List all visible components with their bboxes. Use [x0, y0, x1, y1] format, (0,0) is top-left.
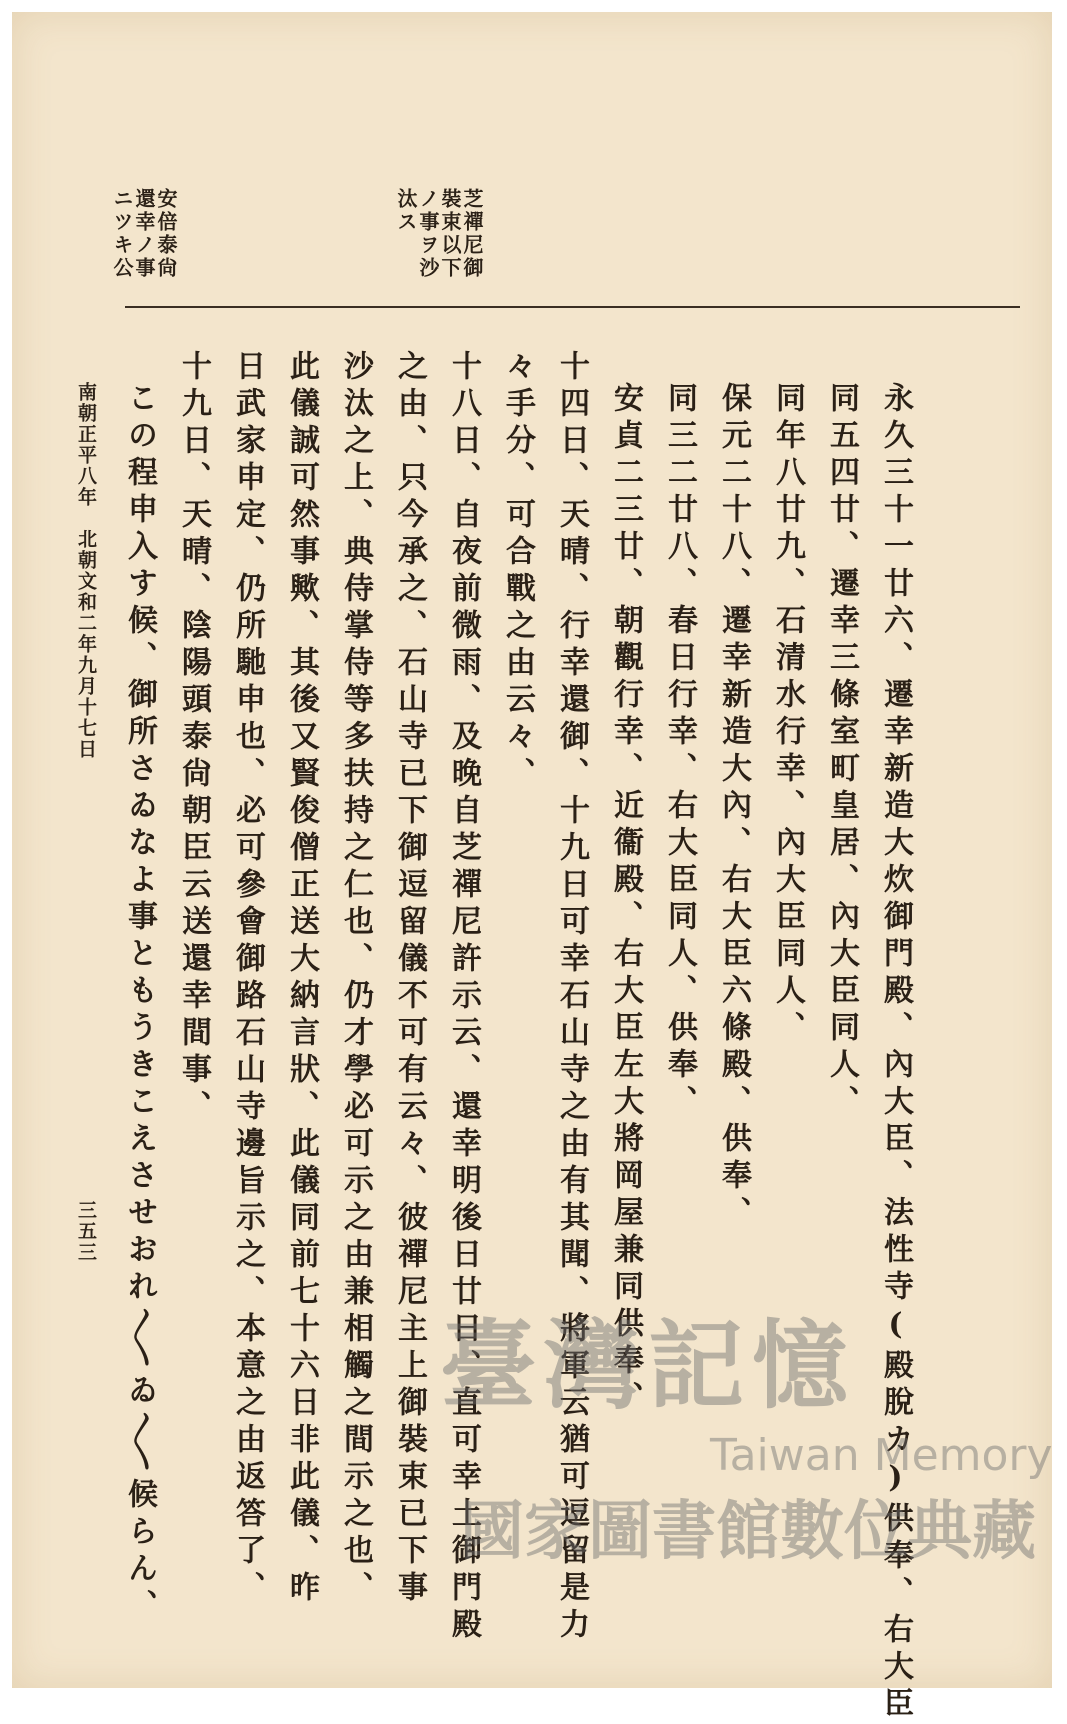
headnote-line-6: 還幸ノ事 [132, 188, 156, 280]
body-line-4: 保元二十八、遷幸新造大內、右大臣六條殿、供奉、 [716, 382, 751, 1233]
body-line-12: 此儀誠可然事歟、其後又賢俊僧正送大納言狀、此儀同前七十六日非此儀、昨 [284, 350, 319, 1608]
body-line-13: 日武家申定、仍所馳申也、必可參會御路石山寺邊旨示之、本意之由返答了、 [230, 350, 265, 1608]
body-line-6: 安貞二三廿、朝觀行幸、近衞殿、右大臣左大將岡屋兼同供奉、 [608, 382, 643, 1418]
watermark-subtitle: Taiwan Memory [710, 1430, 1053, 1481]
body-line-9: 十八日、自夜前微雨、及晚自芝禪尼許示云、還幸明後日廿日、直可幸土御門殿 [446, 350, 481, 1645]
body-line-2: 同五四廿、遷幸三條室町皇居、內大臣同人、 [824, 382, 859, 1122]
body-line-11: 沙汰之上、典侍掌侍等多扶持之仁也、仍才學必可示之由兼相觸之間示之也、 [338, 350, 373, 1608]
body-line-8: 々手分、可合戰之由云々、 [500, 350, 535, 794]
footer-era-date: 南朝正平八年 北朝文和二年九月十七日 [75, 382, 97, 760]
page-number: 三五三 [75, 1200, 97, 1263]
watermark-title: 臺灣記憶 [440, 1309, 856, 1422]
body-line-15: この程申入す候、御所さゐなよ事ともうきこえさせおれ〳〵ゐ〳〵候らん、 [122, 382, 157, 1626]
headnote-line-5: 安倍泰尙 [154, 188, 178, 280]
body-line-3: 同年八廿九、石清水行幸、內大臣同人、 [770, 382, 805, 1048]
headnote-line-2: 裝束以下 [438, 188, 462, 280]
body-line-10: 之由、只今承之、石山寺已下御逗留儀不可有云々、彼禪尼主上御裝束已下事 [392, 350, 427, 1608]
watermark-library: 國家圖書館數位典藏 [460, 1495, 1036, 1569]
headnote-line-7: ニツキ公 [110, 188, 134, 280]
body-line-7: 十四日、天晴、行幸還御、十九日可幸石山寺之由有其聞、將軍云猶可逗留是力 [554, 350, 589, 1645]
header-rule [125, 306, 1020, 308]
headnote-line-1: 芝禪尼御 [460, 188, 484, 280]
body-line-5: 同三二廿八、春日行幸、右大臣同人、供奉、 [662, 382, 697, 1122]
headnote-line-4: 汰ス [394, 188, 418, 234]
headnote-line-3: ノ事ヲ沙 [416, 188, 440, 280]
body-line-1: 永久三十一廿六、遷幸新造大炊御門殿、內大臣、法性寺(殿脫カ)供奉、右大臣 [878, 382, 913, 1724]
body-line-14: 十九日、天晴、陰陽頭泰尙朝臣云送還幸間事、 [176, 350, 211, 1127]
